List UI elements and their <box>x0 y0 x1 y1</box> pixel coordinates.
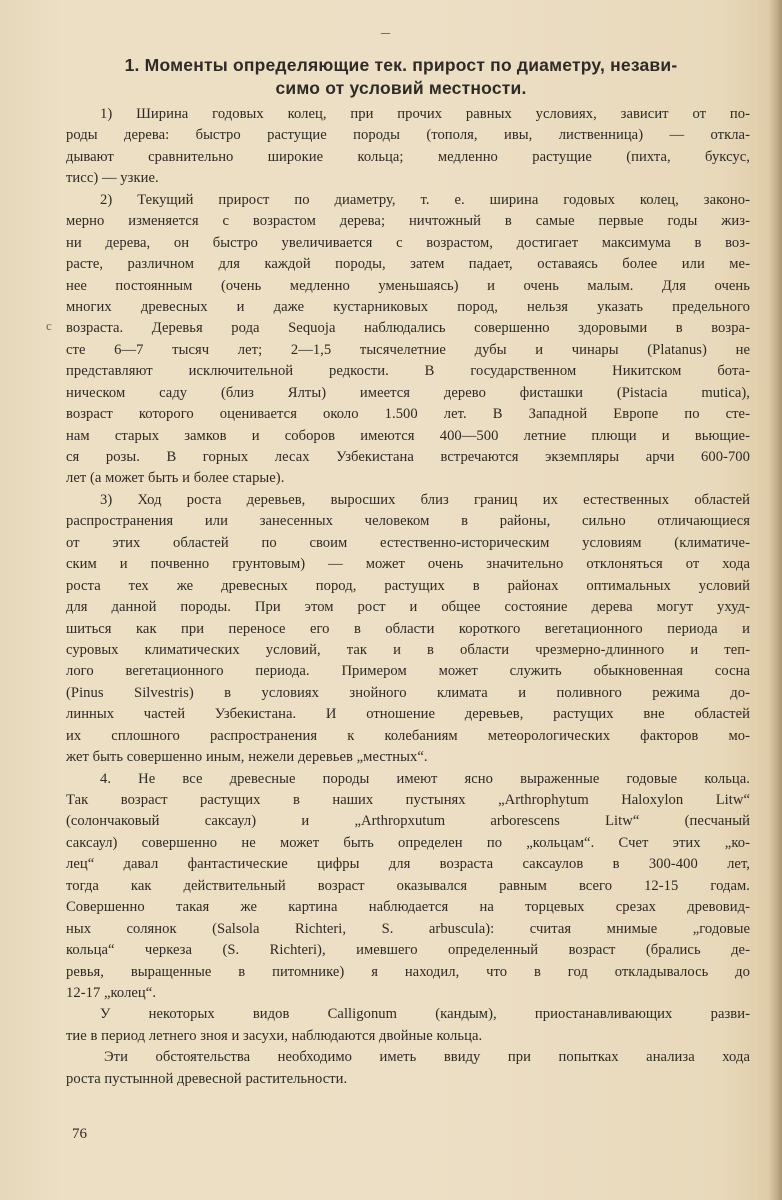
section-heading <box>56 54 746 100</box>
paragraph-3-line: для данной породы. При этом рост и общее состояние дерева могут ухуд- <box>66 599 750 616</box>
paragraph-2-line: 2) Текущий прирост по диаметру, т. е. ширина годовых колец, законо- <box>100 191 750 208</box>
paragraph-4-line: Совершенно такая же картина наблюдается на торцевых срезах древовид- <box>66 899 750 916</box>
paragraph-1-line: 1) Ширина годовых колец, при прочих равных условиях, зависит от по- <box>100 106 750 122</box>
paragraph-6-line: Эти обстоятельства необходимо иметь ввиду при попытках анализа хода <box>104 1049 750 1066</box>
paragraph-6-line: роста пустынной древесной растительности. <box>66 1070 348 1087</box>
paragraph-4-line: 4. Не все древесные породы имеют ясно выраженные годовые кольца. <box>100 770 750 787</box>
paragraph-4-line: ревья, выращенные в питомнике) я находил, что в год откладывалось до <box>66 963 750 980</box>
paragraph-5-line: У некоторых видов Calligonum (кандым), приостанавливающих разви- <box>100 1006 750 1023</box>
paragraph-2-line: многих древесных и даже кустарниковых пород, нельзя указать предельного <box>66 298 750 315</box>
paragraph-2-line: ся розы. В горных лесах Узбекистана встречаются экземпляры арчи 600-700 <box>66 449 750 465</box>
paragraph-4-line: лец“ давал фантастические цифры для возраста саксаулов в 300-400 лет, <box>66 856 750 873</box>
paragraph-1-line: роды дерева: быстро растущие породы (тополя, ивы, лиственница) — откла- <box>66 127 750 144</box>
paragraph-1-line: тисс) — узкие. <box>66 170 159 187</box>
page-edge-shadow <box>768 0 782 1200</box>
paragraph-3-line: от этих областей по своим естественно-историческим условиям (климатиче- <box>66 534 750 551</box>
paragraph-3-line: лого вегетационного периода. Примером может служить обыкновенная сосна <box>66 663 750 680</box>
paragraph-2-line: сте 6—7 тысяч лет; 2—1,5 тысячелетние дубы и чинары (Platanus) не <box>66 341 750 358</box>
paragraph-2-line: ни дерева, он быстро увеличивается с возрастом, достигает максимума в воз- <box>66 234 750 251</box>
paragraph-5-line: тие в период летнего зноя и засухи, наблюдаются двойные кольца. <box>66 1027 483 1044</box>
paragraph-3-line: суровых климатических условий, так и в области чрезмерно-длинного и теп- <box>66 641 750 658</box>
paragraph-3-line: роста тех же древесных пород, растущих в районах оптимальных условий <box>66 577 750 594</box>
paragraph-2-line: нам старых замков и соборов имеются 400—500 летние плющи и вьющие- <box>66 427 750 444</box>
page-number: 76 <box>72 1126 87 1142</box>
paragraph-3-line: жет быть совершенно иным, нежели деревьев „местных“. <box>66 749 428 766</box>
paragraph-3-line: распространения или занесенных человеком в районы, сильно отличающиеся <box>66 513 750 530</box>
paragraph-2-line: расте, различном для каждой породы, затем падает, оставаясь более или ме- <box>66 256 750 273</box>
paragraph-3-line: 3) Ход роста деревьев, выросших близ границ их естественных областей <box>100 491 750 508</box>
paragraph-2-line: возраст которого оценивается около 1.500 лет. В Западной Европе по сте- <box>66 406 750 423</box>
paragraph-3-line: ским и почвенно грунтовым) — может очень значительно отклоняться от хода <box>66 556 750 573</box>
paragraph-2-line: ническом саду (близ Ялты) имеется дерево фисташки (Pistacia mutica), <box>66 384 750 401</box>
paragraph-4-line: ных солянок (Salsola Richteri, S. arbuscula): считая мнимые „годовые <box>66 920 750 937</box>
heading-line: симо от условий местности. <box>275 78 527 98</box>
paragraph-1-line: дывают сравнительно широкие кольца; медленно растущие (пихта, буксус, <box>66 148 750 165</box>
heading-line: 1. Моменты определяющие тек. прирост по диаметру, незави- <box>124 55 678 75</box>
paragraph-4-line: тогда как действительный возраст оказывался равным всего 12-15 годам. <box>66 877 750 894</box>
paragraph-2-line: представляют исключительной редкости. В государственном Никитском бота- <box>66 363 750 380</box>
paragraph-3-line: (Pinus Silvestris) в условиях знойного климата и поливного режима до- <box>66 684 750 701</box>
top-mark: – <box>381 22 390 42</box>
paragraph-3-line: линных частей Узбекистана. И отношение деревьев, растущих вне областей <box>66 706 750 723</box>
paragraph-4-line: 12-17 „колец“. <box>66 984 157 1001</box>
paragraph-3-line: шиться как при переносе его в области короткого вегетационного периода и <box>66 620 750 637</box>
margin-mark: c <box>46 318 52 333</box>
paragraph-2-line: возраста. Деревья рода Sequoja наблюдались совершенно здоровыми в возра- <box>66 320 750 337</box>
paragraph-4-line: (солончаковый саксаул) и „Arthropxutum arborescens Litw“ (песчаный <box>66 813 750 830</box>
body-text <box>66 104 750 1090</box>
paragraph-2-line: нее постоянным (очень медленно уменьшаясь) и очень малым. Для очень <box>66 277 750 294</box>
paragraph-3-line: их сплошного распространения к колебаниям метеорологических факторов мо- <box>66 727 750 744</box>
paragraph-4-line: кольца“ черкеза (S. Richteri), имевшего определенный возраст (брались де- <box>66 942 750 959</box>
paragraph-4-line: саксаул) совершенно не может быть определен по „кольцам“. Счет этих „ко- <box>66 834 750 851</box>
paragraph-2-line: лет (а может быть и более старые). <box>66 470 285 487</box>
paragraph-2-line: мерно изменяется с возрастом дерева; ничтожный в самые первые годы жиз- <box>66 213 750 230</box>
paragraph-4-line: Так возраст растущих в наших пустынях „Arthrophytum Haloxylon Litw“ <box>66 792 750 808</box>
